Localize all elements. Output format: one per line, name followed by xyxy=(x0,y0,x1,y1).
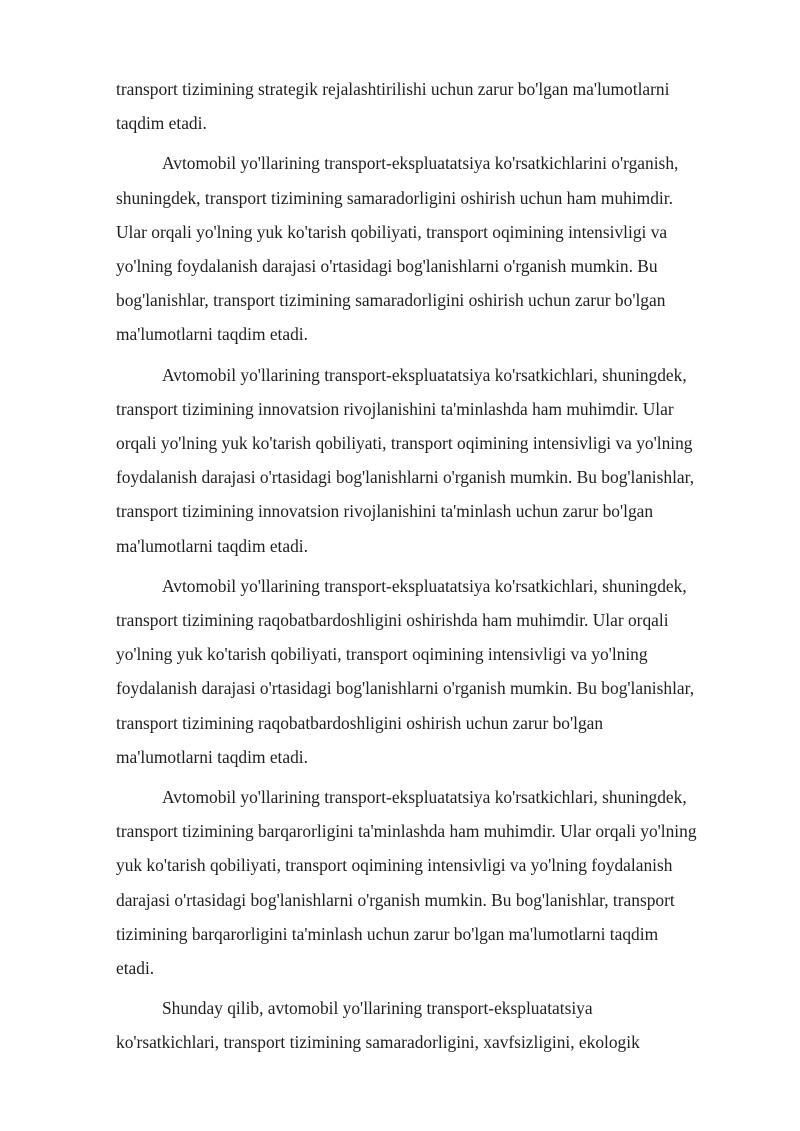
text-line: Avtomobil yo'llarining transport-ekspluatatsiya ko'rsatkichlari, shuningdek, xyxy=(162,364,687,385)
text-line: orqali yo'lning yuk ko'tarish qobiliyati, transport oqimining intensivligi va yo'lning xyxy=(116,433,693,454)
text-line: Avtomobil yo'llarining transport-ekspluatatsiya ko'rsatkichlari, shuningdek, xyxy=(162,575,687,596)
text-line: transport tizimining strategik rejalashtirilishi uchun zarur bo'lgan ma'lumotlarni xyxy=(116,79,670,99)
text-line: tizimining barqarorligini ta'minlash uchun zarur bo'lgan ma'lumotlarni taqdim xyxy=(116,923,659,944)
text-line: transport tizimining barqarorligini ta'minlashda ham muhimdir. Ular orqali yo'lning xyxy=(116,821,697,842)
paragraph xyxy=(116,780,746,991)
text-line: darajasi o'rtasidagi bog'lanishlarni o'rganish mumkin. Bu bog'lanishlar, transport xyxy=(116,889,675,910)
text-line: ma'lumotlarni taqdim etadi. xyxy=(116,535,308,556)
text-line: Avtomobil yo'llarining transport-ekspluatatsiya ko'rsatkichlarini o'rganish, xyxy=(162,153,679,174)
text-line: transport tizimining innovatsion rivojlanishini ta'minlashda ham muhimdir. Ular xyxy=(116,398,674,419)
text-line: yo'lning foydalanish darajasi o'rtasidagi bog'lanishlarni o'rganish mumkin. Bu xyxy=(116,256,658,277)
text-line: transport tizimining raqobatbardoshligini oshirishda ham muhimdir. Ular orqali xyxy=(116,610,669,631)
text-line: etadi. xyxy=(116,958,155,979)
text-line: yuk ko'tarish qobiliyati, transport oqimining intensivligi va yo'lning foydalanish xyxy=(116,855,673,876)
text-line: shuningdek, transport tizimining samaradorligini oshirish uchun ham muhimdir. xyxy=(116,187,673,208)
text-line: foydalanish darajasi o'rtasidagi bog'lanishlarni o'rganish mumkin. Bu bog'lanishlar, xyxy=(116,678,695,699)
text-line: foydalanish darajasi o'rtasidagi bog'lanishlarni o'rganish mumkin. Bu bog'lanishlar, xyxy=(116,467,695,488)
text-line: ko'rsatkichlari, transport tizimining samaradorligini, xavfsizligini, ekologik xyxy=(116,1032,640,1053)
text-line: bog'lanishlar, transport tizimining samaradorligini oshirish uchun zarur bo'lgan xyxy=(116,290,666,311)
text-line: ma'lumotlarni taqdim etadi. xyxy=(116,324,308,345)
text-line: yo'lning yuk ko'tarish qobiliyati, transport oqimining intensivligi va yo'lning xyxy=(116,644,648,665)
document-body xyxy=(116,72,746,1066)
paragraph xyxy=(116,72,746,146)
paragraph xyxy=(116,358,746,569)
text-line: transport tizimining innovatsion rivojlanishini ta'minlash uchun zarur bo'lgan xyxy=(116,501,654,522)
text-line: Ular orqali yo'lning yuk ko'tarish qobiliyati, transport oqimining intensivligi va xyxy=(116,221,668,242)
text-line: Avtomobil yo'llarining transport-ekspluatatsiya ko'rsatkichlari, shuningdek, xyxy=(162,787,687,808)
text-line: taqdim etadi. xyxy=(116,113,207,134)
paragraph xyxy=(116,146,746,357)
text-line: transport tizimining raqobatbardoshligini oshirish uchun zarur bo'lgan xyxy=(116,712,604,733)
text-line: ma'lumotlarni taqdim etadi. xyxy=(116,746,308,767)
text-line: Shunday qilib, avtomobil yo'llarining transport-ekspluatatsiya xyxy=(162,998,593,1019)
paragraph xyxy=(116,569,746,780)
paragraph xyxy=(116,991,746,1065)
